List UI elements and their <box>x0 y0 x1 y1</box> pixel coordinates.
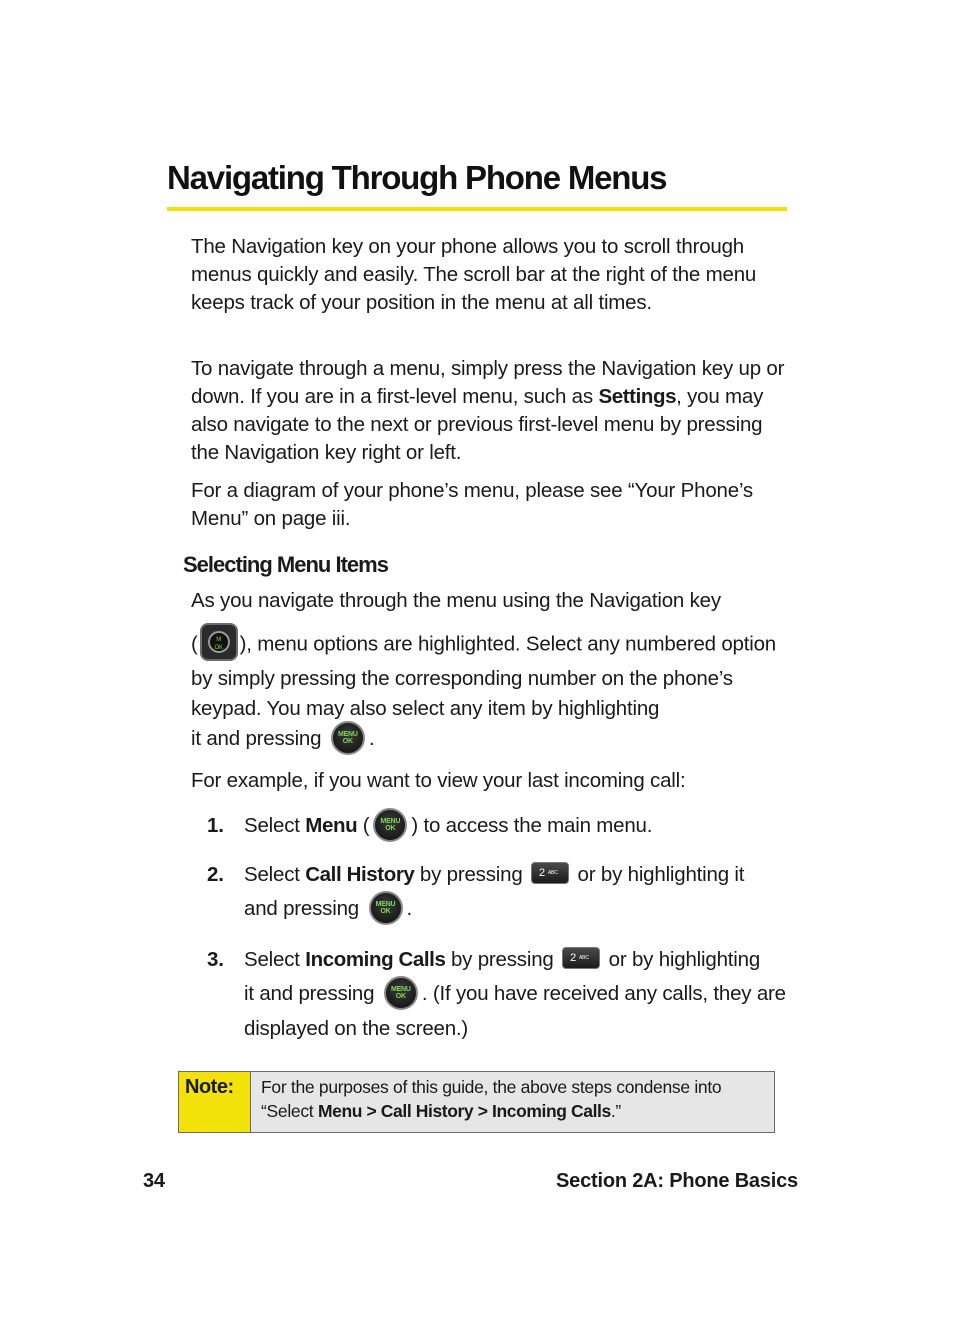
open-paren: ( <box>191 632 198 656</box>
page-number: 34 <box>143 1170 165 1192</box>
menu-ok-key-icon: MENU OK <box>373 808 407 842</box>
step-number: 3. <box>207 948 224 971</box>
navigation-key-center-icon: M OK <box>208 631 230 653</box>
step-number: 2. <box>207 863 224 886</box>
menu-name: Menu <box>305 814 358 837</box>
section-subhead: Selecting Menu Items <box>183 552 388 577</box>
intro-paragraph: The Navigation key on your phone allows you to scroll through menus quickly and easily. The scroll bar at the right of the menu keeps track of your position in the menu at all times. <box>191 235 757 314</box>
step-text: Select Menu ( MENU OK ) to access the main menu. <box>244 809 789 844</box>
step-number: 1. <box>207 814 224 837</box>
page-title: Navigating Through Phone Menus <box>167 159 667 196</box>
note-text: For the purposes of this guide, the above steps condense into “Select Menu > Call History > Incoming Calls.” <box>251 1072 774 1132</box>
step-text: Select Incoming Calls by pressing 2 ABC or by highlighting it and pressing MENU OK . (If you have received any calls, they are displayed on the screen.) <box>244 948 786 1040</box>
step-text: Select Call History by pressing 2 ABC or by highlighting it and pressing MENU OK . <box>244 858 789 927</box>
menu-ok-key-icon: MENU OK <box>384 976 418 1010</box>
note-label: Note: <box>179 1072 251 1132</box>
keypad-2-icon: 2 ABC <box>531 862 569 884</box>
selecting-period: . <box>368 727 375 750</box>
step-2 <box>207 858 787 938</box>
navigate-text-before: To navigate through a menu, simply press the Navigation key up or down. If you are in a first-level menu, such as <box>191 357 785 408</box>
settings-menu-name: Settings <box>598 385 677 408</box>
selecting-text: ), menu options are highlighted. Select any numbered option by simply pressing the corresponding number on the phone’s keypad. You may also select any item by highlighting <box>191 632 776 720</box>
selecting-line-3-text: it and pressing <box>191 727 322 750</box>
menu-name: Incoming Calls <box>305 948 446 971</box>
menu-ok-key-icon: MENU OK <box>369 891 403 925</box>
navigate-paragraph <box>191 355 791 467</box>
note-crumb-call-history: Call History <box>380 1101 474 1121</box>
navigate-text-after: , you may also navigate to the next or previous first-level menu by pressing the Navigation key right or left. <box>191 385 764 464</box>
selecting-paragraph <box>191 626 791 724</box>
navigation-key-icon <box>200 623 238 661</box>
example-intro: For example, if you want to view your last incoming call: <box>191 769 686 792</box>
menu-name: Call History <box>305 863 415 886</box>
diagram-reference-paragraph: For a diagram of your phone’s menu, please see “Your Phone’s Menu” on page iii. <box>191 479 753 530</box>
section-footer: Section 2A: Phone Basics <box>556 1170 798 1192</box>
step-3 <box>207 943 787 1053</box>
menu-ok-key-icon: MENU OK <box>331 721 365 755</box>
note-crumb-menu: Menu <box>317 1101 363 1121</box>
note-crumb-incoming-calls: Incoming Calls <box>491 1101 611 1121</box>
keypad-2-icon: 2 ABC <box>562 947 600 969</box>
selecting-line-1: As you navigate through the menu using the Navigation key <box>191 589 721 612</box>
title-rule <box>167 207 787 211</box>
note-box <box>178 1071 775 1133</box>
selecting-line-3 <box>191 722 791 757</box>
